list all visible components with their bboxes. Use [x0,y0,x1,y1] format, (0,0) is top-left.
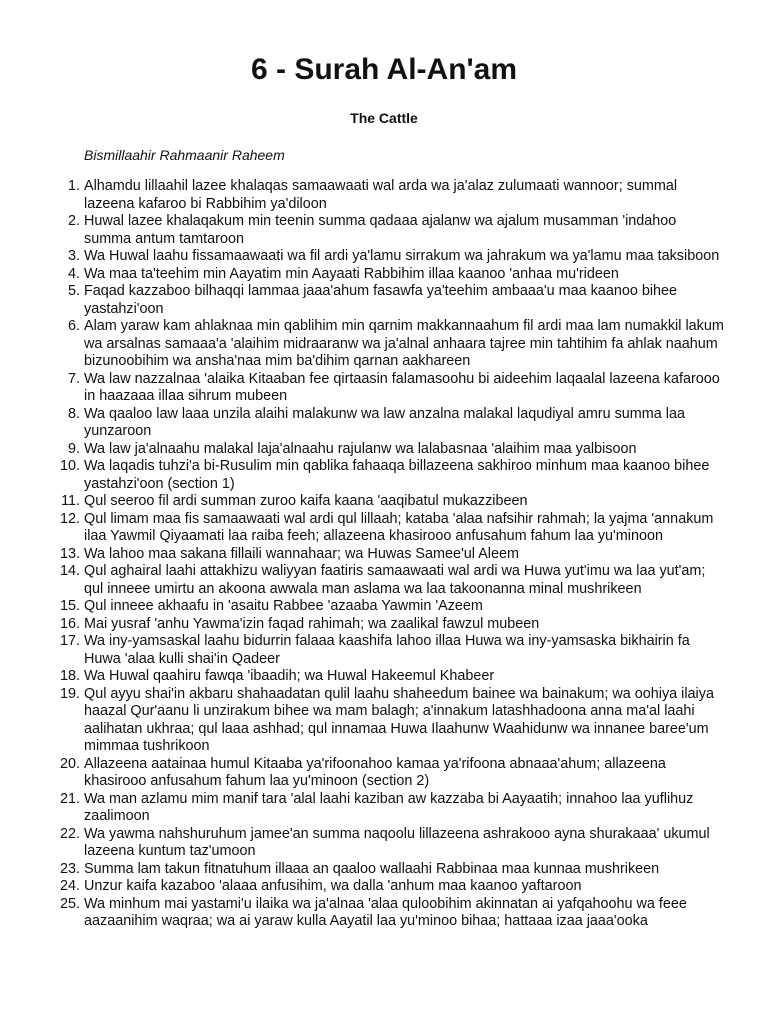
verse-number: 3. [67,248,80,264]
verse-text: Wa Huwal qaahiru fawqa 'ibaadih; wa Huwal Hakeemul Khabeer [84,668,495,684]
verse-item [0,318,724,371]
page-title: 6 - Surah Al-An'am [250,53,518,86]
verse-text: Unzur kaifa kazaboo 'alaaa anfusihim, wa dalla 'anhum maa kaanoo yaftaroon [84,878,582,894]
verse-number: 1. [67,178,80,194]
verse-text: Wa law ja'alnaahu malakal laja'alnaahu rajulanw wa lalabasnaa 'alaihim maa yalbisoon [84,440,637,457]
verse-item [0,686,724,756]
verse-number: 5. [67,283,80,299]
verse-item [0,633,724,668]
verse-number: 17. [59,633,80,649]
verse-item [0,371,724,406]
verse-number: 13. [59,545,80,562]
verse-text: Faqad kazzaboo bilhaqqi lammaa jaaa'ahum fasawfa ya'teehim ambaaa'u maa kaanoo bihee yastahzi'oon [84,283,678,317]
verse-item [0,598,724,616]
verse-text: Wa lahoo maa sakana fillaili wannahaar; wa Huwas Samee'ul Aleem [84,545,519,562]
verse-number: 19. [59,685,80,702]
verse-text: Wa laqadis tuhzi'a bi-Rusulim min qablika fahaaqa billazeena sakhiroo minhum maa kaanoo bihee yastahzi'oon (section 1) [84,458,710,492]
verse-text: Summa lam takun fitnatuhum illaaa an qaaloo wallaahi Rabbinaa maa kunnaa mushrikeen [84,860,660,877]
verse-text: Wa iny-yamsaskal laahu bidurrin falaaa kaashifa lahoo illaa Huwa wa iny-yamsaska bikhairin fa Huwa 'alaa kulli shai'in Qadeer [84,633,690,667]
verse-text: Huwal lazee khalaqakum min teenin summa qadaaa ajalanw wa ajalum musamman 'indahoo summa antum tamtaroon [84,213,677,247]
verse-number: 6. [67,318,80,334]
verse-text: Wa yawma nahshuruhum jamee'an summa naqoolu lillazeena ashrakooo ayna shurakaaa' ukumul lazeena kuntum taz'umoon [84,825,710,859]
verse-text: Qul aghairal laahi attakhizu waliyyan faatiris samaawaati wal ardi wa Huwa yut'imu wa laa yut'am; qul inneee umirtu an akoona awwala man aslama wa laa takoonanna minal mushrikeen [84,563,706,597]
verse-text: Wa minhum mai yastami'u ilaika wa ja'alnaa 'alaa quloobihim akinnatan ai yafqahoohu wa feee aazaanihim waqraa; wa ai yaraw kulla Aayatil laa yu'minoo bihaa; hattaaa izaa jaaa'ooka [84,895,687,929]
page-subtitle: The Cattle [350,110,418,126]
verse-item [0,248,724,266]
verse-text: Wa law nazzalnaa 'alaika Kitaaban fee qirtaasin falamasoohu bi aideehim laqaalal lazeena kafarooo in haazaaa illaa sihrum mubeen [84,370,720,404]
verse-number: 2. [67,213,80,229]
verse-text: Qul seeroo fil ardi summan zuroo kaifa kaana 'aaqibatul mukazzibeen [84,493,528,509]
verse-text: Allazeena aatainaa humul Kitaaba ya'rifoonahoo kamaa ya'rifoona abnaaa'ahum; allazeena khasirooo anfusahum fahum laa yu'minoon (section 2) [84,755,666,789]
verse-item [0,178,724,213]
verse-number: 4. [67,265,80,282]
verse-number: 22. [59,825,80,842]
verse-number: 23. [59,860,80,877]
verse-number: 15. [59,598,80,614]
bismillah-text: Bismillaahir Rahmaanir Raheem [84,147,285,163]
verse-number: 12. [59,510,80,527]
verse-number: 25. [59,895,80,912]
verse-text: Wa Huwal laahu fissamaawaati wa fil ardi ya'lamu sirrakum wa jahrakum wa ya'lamu maa taksiboon [84,248,720,264]
verse-item [0,283,724,318]
verse-number: 8. [67,405,80,422]
verse-item [0,861,724,879]
verse-text: Wa qaaloo law laaa unzila alaihi malakunw wa law anzalna malakal laqudiyal amru summa laa yunzaroon [84,405,685,439]
verse-item [0,668,724,686]
verse-text: Wa man azlamu mim manif tara 'alal laahi kaziban aw kazzaba bi Aayaatih; innahoo laa yuflihuz zaalimoon [84,790,694,824]
verse-text: Alhamdu lillaahil lazee khalaqas samaawaati wal arda wa ja'alaz zulumaati wannoor; summal lazeena kafaroo bi Rabbihim ya'diloon [84,178,678,212]
verse-item [0,266,724,284]
verse-text: Qul ayyu shai'in akbaru shahaadatan qulil laahu shaheedum bainee wa bainakum; wa oohiya ilaiya haazal Qur'aanu li unzirakum bihee wa mam balagh; a'innakum latashhadoona anna ma'al laahi aalihatan ukhraa; qul laaa ashhad; qul innamaa Huwa Ilaahunw Waahidunw wa innanee baree'um mimmaa tushrikoon [84,685,714,754]
verse-item [0,826,724,861]
verse-number: 20. [59,755,80,772]
verse-number: 16. [59,615,80,632]
verse-item [0,441,724,459]
verse-text: Mai yusraf 'anhu Yawma'izin faqad rahimah; wa zaalikal fawzul mubeen [84,615,540,632]
verse-item [0,616,724,634]
verse-text: Qul inneee akhaafu in 'asaitu Rabbee 'azaaba Yawmin 'Azeem [84,598,483,614]
verse-number: 21. [59,790,80,807]
verse-number: 24. [59,878,80,894]
verse-item [0,511,724,546]
verse-text: Wa maa ta'teehim min Aayatim min Aayaati Rabbihim illaa kaanoo 'anhaa mu'rideen [84,265,619,282]
verse-number: 11. [61,493,80,509]
verse-list [0,178,768,931]
verse-number: 14. [59,563,80,579]
verse-item [0,896,724,931]
verse-item [0,406,724,441]
verse-number: 7. [67,370,80,387]
verse-item [0,458,724,493]
verse-item [0,756,724,791]
verse-item [0,493,724,511]
verse-number: 9. [67,440,80,457]
verse-item [0,791,724,826]
verse-text: Qul limam maa fis samaawaati wal ardi qul lillaah; kataba 'alaa nafsihir rahmah; la yajma 'annakum ilaa Yawmil Qiyaamati laa raiba feeh; allazeena khasirooo anfusahum fahum laa yu'minoon [84,510,714,544]
verse-number: 18. [59,668,80,684]
verse-number: 10. [59,458,80,474]
verse-item [0,546,724,564]
verse-text: Alam yaraw kam ahlaknaa min qablihim min qarnim makkannaahum fil ardi maa lam numakkil lakum wa arsalnas samaaa'a 'alaihim midraaranw wa ja'alnal anhaara tajree min tahtihim fa ahlak naahum bizunoobihim wa ansha'naa mim ba'dihim qarnan aakhareen [84,318,724,369]
verse-item [0,213,724,248]
verse-item [0,563,724,598]
verse-item [0,878,724,896]
